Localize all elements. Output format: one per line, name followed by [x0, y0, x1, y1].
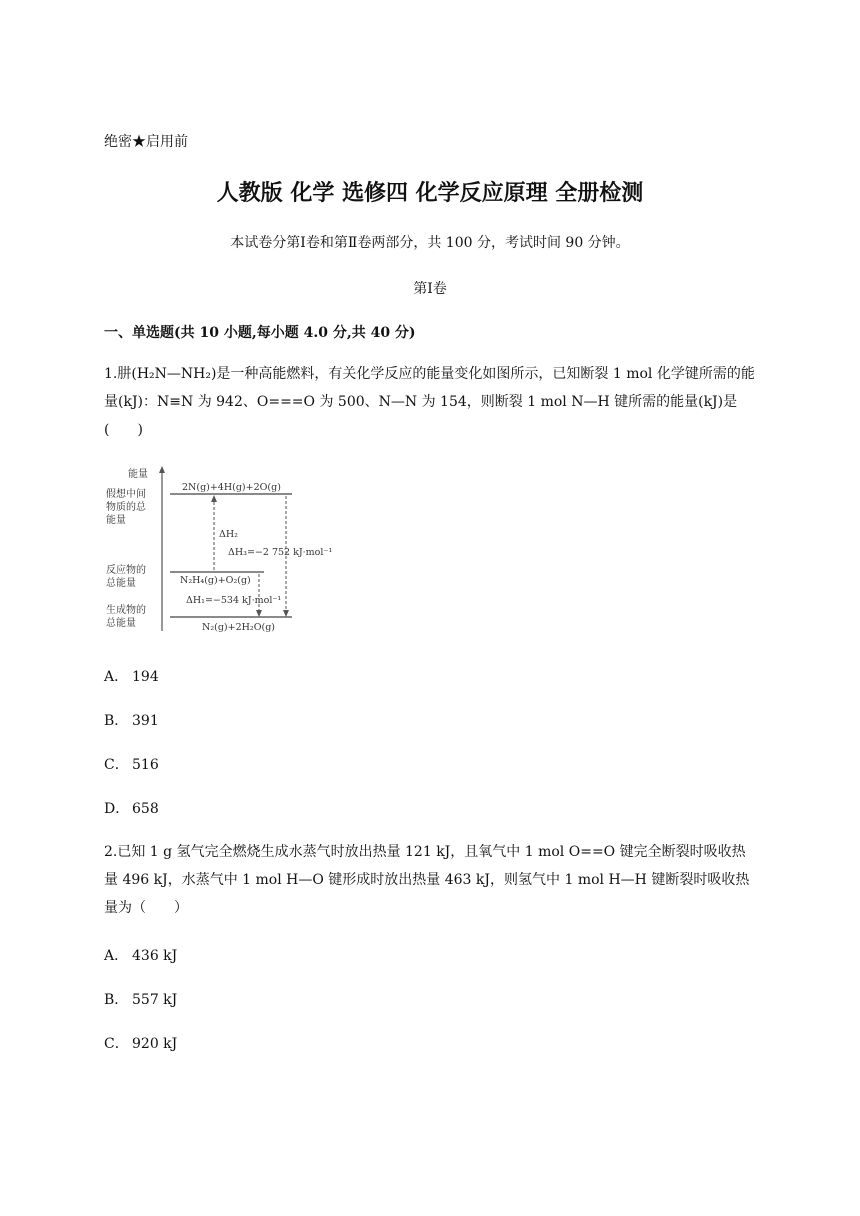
level-mid-species: N₂H₄(g)+O₂(g)	[180, 575, 251, 586]
question-2-text: 2.已知 1 g 氢气完全燃烧生成水蒸气时放出热量 121 kJ，且氧气中 1 mol O==O 键完全断裂时吸收热量 496 kJ，水蒸气中 1 mol H—O 键形成时放出热量 463 kJ，则氢气中 1 mol H—H 键断裂时吸收热量为（ ）	[104, 844, 750, 916]
level-bottom-species: N₂(g)+2H₂O(g)	[202, 622, 275, 633]
option-1b[interactable]	[104, 710, 159, 730]
dh2-arrowhead-icon	[211, 495, 217, 502]
option-value: 194	[132, 669, 159, 685]
option-value: 391	[132, 713, 159, 729]
option-value: 436 kJ	[132, 948, 178, 964]
confidential-label: 绝密★启用前	[104, 134, 188, 150]
dh3-label: ΔH₃=−2 752 kJ·mol⁻¹	[228, 547, 333, 558]
option-label: A．	[104, 669, 129, 685]
axis-label: 能量	[128, 469, 148, 480]
level-label-products: 生成物的总能量	[106, 605, 146, 629]
level-label-intermediate: 假想中间物质的总能量	[106, 489, 146, 526]
option-1a[interactable]	[104, 666, 159, 686]
level-top-species: 2N(g)+4H(g)+2O(g)	[182, 482, 281, 493]
page-title: 人教版 化学 选修四 化学反应原理 全册检测	[216, 181, 644, 206]
option-value: 557 kJ	[132, 992, 178, 1008]
option-2b[interactable]	[104, 989, 177, 1009]
axis-arrow-icon	[159, 466, 165, 473]
dh2-label: ΔH₂	[219, 529, 238, 540]
part-heading: 第Ⅰ卷	[413, 281, 447, 297]
section-heading: 一、单选题(共 10 小题,每小题 4.0 分,共 40 分)	[104, 325, 416, 341]
option-value: 516	[132, 757, 159, 773]
option-value: 920 kJ	[132, 1036, 178, 1052]
option-label: D．	[104, 801, 130, 817]
option-label: C．	[104, 757, 129, 773]
option-2a[interactable]	[104, 945, 177, 965]
level-label-reactants: 反应物的总能量	[106, 565, 146, 589]
option-value: 658	[132, 801, 159, 817]
exam-description: 本试卷分第Ⅰ卷和第Ⅱ卷两部分，共 100 分，考试时间 90 分钟。	[230, 235, 630, 251]
dh1-arrowhead-icon	[256, 610, 262, 617]
option-1d[interactable]	[104, 798, 159, 818]
question-1-text: 1.肼(H₂N—NH₂)是一种高能燃料，有关化学反应的能量变化如图所示，已知断裂 1 mol 化学键所需的能量(kJ)：N≡N 为 942、O===O 为 500、N—N 为 154，则断裂 1 mol N—H 键所需的能量(kJ)是( )	[104, 366, 755, 438]
energy-diagram	[104, 463, 344, 639]
option-label: B．	[104, 713, 129, 729]
option-1c[interactable]	[104, 754, 159, 774]
dh3-arrowhead-icon	[283, 610, 289, 617]
option-label: B．	[104, 992, 129, 1008]
dh1-label: ΔH₁=−534 kJ·mol⁻¹	[186, 595, 282, 606]
option-label: A．	[104, 948, 129, 964]
option-label: C．	[104, 1036, 129, 1052]
option-2c[interactable]	[104, 1033, 177, 1053]
